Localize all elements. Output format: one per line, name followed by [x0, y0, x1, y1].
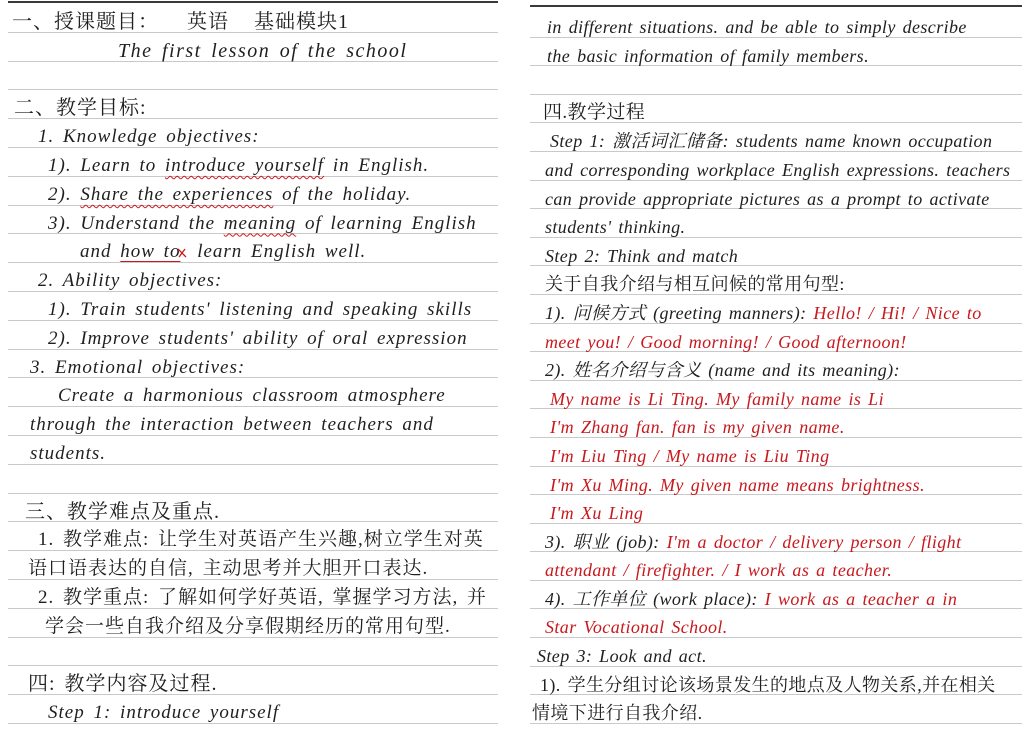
- page-top-edge: [8, 1, 498, 3]
- step-3-text-line: 1). 学生分组讨论该场景发生的地点及人物关系,并在相关: [540, 674, 996, 695]
- ruled-line: [8, 119, 498, 148]
- ruled-line: [530, 324, 1022, 353]
- step-1-text-line: and corresponding workplace English expressions. teachers: [545, 159, 1011, 180]
- patterns-heading: 关于自我介绍与相互问候的常用句型:: [545, 274, 845, 295]
- step-3-heading: Step 3: Look and act.: [537, 646, 707, 667]
- knowledge-item-2-post: of the holiday.: [273, 183, 412, 205]
- ruled-line: [530, 495, 1022, 524]
- red-caret-mark-icon: [177, 247, 187, 259]
- knowledge-item-3-cont-pre: and: [80, 241, 121, 263]
- name-example: I'm Xu Ming. My given name means brightness.: [550, 474, 925, 495]
- ruled-line: [8, 407, 498, 436]
- ruled-line: [530, 152, 1022, 181]
- ruled-line-blank: [8, 62, 498, 91]
- course-module: 基础模块1: [254, 11, 349, 33]
- ruled-line: [530, 438, 1022, 467]
- ruled-line: [8, 234, 498, 263]
- process-heading: 四.教学过程: [543, 101, 646, 123]
- ruled-line: [530, 409, 1022, 438]
- ruled-line: [8, 378, 498, 407]
- ruled-lines: [530, 9, 1022, 724]
- ruled-line-blank: [8, 638, 498, 667]
- ruled-line: [8, 494, 498, 523]
- ruled-line: [8, 263, 498, 292]
- knowledge-item-1-pre: 1). Learn to: [48, 154, 165, 176]
- continued-text-line: in different situations. and be able to simply describe: [547, 17, 967, 37]
- knowledge-item-3-pre: 3). Understand the: [48, 212, 224, 234]
- ruled-line: [8, 666, 498, 695]
- ruled-line: [530, 695, 1022, 724]
- ruled-line: [530, 638, 1022, 667]
- objectives-heading: 二、教学目标:: [14, 97, 147, 120]
- ruled-line: [8, 695, 498, 724]
- step-1-text-line: students name known occupation: [735, 131, 993, 152]
- content-heading: 四: 教学内容及过程.: [28, 673, 218, 696]
- ruled-line-blank: [8, 465, 498, 494]
- right-page: [530, 0, 1022, 730]
- knowledge-item-3-cont-post: learn English well.: [188, 241, 367, 263]
- key-points-line: 学会一些自我介绍及分享假期经历的常用句型.: [45, 615, 451, 637]
- ruled-line: [530, 209, 1022, 238]
- emotional-objectives-heading: 3. Emotional objectives:: [30, 356, 246, 378]
- key-points-line: 2. 教学重点: 了解如何学好英语, 掌握学习方法, 并: [38, 586, 488, 608]
- continued-text-line: the basic information of family members.: [547, 45, 869, 66]
- ability-item-1: 1). Train students' listening and speaking skills: [48, 298, 473, 320]
- ruled-line: [530, 352, 1022, 381]
- left-page: [8, 0, 498, 730]
- ruled-line: [8, 609, 498, 638]
- name-example: I'm Xu Ling: [550, 503, 644, 524]
- knowledge-item-3-post: of learning English: [296, 212, 477, 234]
- course-subject: 英语: [187, 11, 229, 33]
- ruled-line: [530, 38, 1022, 67]
- step-1-text-line: students' thinking.: [545, 217, 686, 238]
- ruled-line: [530, 238, 1022, 267]
- course-title-label: 一、授课题目：: [12, 11, 159, 33]
- knowledge-item-1-marked: introduce yourself: [165, 154, 325, 176]
- knowledge-item-3-marked: meaning: [223, 212, 297, 234]
- job-example: attendant / firefighter. / I work as a teacher.: [545, 560, 893, 581]
- workplace-example: Star Vocational School.: [545, 617, 728, 638]
- emotional-text-line: students.: [30, 442, 107, 464]
- ruled-line: [8, 33, 498, 62]
- ruled-line: [530, 467, 1022, 496]
- key-points-line: 1. 教学难点: 让学生对英语产生兴趣,树立学生对英: [38, 529, 484, 551]
- job-label: 3). 职业 (job):: [545, 531, 667, 552]
- ruled-line: [530, 9, 1022, 38]
- ruled-line: [8, 522, 498, 551]
- ruled-line: [530, 295, 1022, 324]
- greeting-example: meet you! / Good morning! / Good afternoon!: [545, 331, 907, 352]
- ruled-line: [8, 292, 498, 321]
- ruled-line: [530, 181, 1022, 210]
- knowledge-item-1-post: in English.: [324, 154, 430, 176]
- ruled-line: [8, 321, 498, 350]
- ruled-line: [8, 206, 498, 235]
- ruled-line: [530, 581, 1022, 610]
- ruled-line: [530, 524, 1022, 553]
- ruled-line: [8, 90, 498, 119]
- ruled-line: [8, 148, 498, 177]
- workplace-label: 4). 工作单位 (work place):: [545, 588, 765, 609]
- job-example: I'm a doctor / delivery person / flight: [666, 531, 962, 552]
- page-top-edge: [530, 5, 1022, 7]
- knowledge-objectives-heading: 1. Knowledge objectives:: [38, 126, 260, 148]
- step-1-text-line: can provide appropriate pictures as a prompt to activate: [545, 188, 990, 209]
- ruled-lines: [8, 4, 498, 724]
- greeting-label: 1). 问候方式 (greeting manners):: [545, 302, 814, 323]
- name-label: 2). 姓名介绍与含义 (name and its meaning):: [545, 360, 900, 381]
- ability-item-2: 2). Improve students' ability of oral expression: [48, 327, 468, 349]
- knowledge-item-3-cont-marked: how to: [120, 241, 181, 263]
- step-3-text-line: 情境下进行自我介绍.: [532, 703, 703, 724]
- greeting-example: Hello! / Hi! / Nice to: [813, 302, 982, 323]
- ruled-line: [8, 436, 498, 465]
- step-2-heading: Step 2: Think and match: [545, 245, 739, 266]
- ruled-line: [530, 552, 1022, 581]
- ruled-line-blank: [530, 66, 1022, 95]
- ruled-line: [530, 95, 1022, 124]
- emotional-text-line: Create a harmonious classroom atmosphere: [58, 385, 446, 407]
- content-step-1: Step 1: introduce yourself: [48, 702, 280, 724]
- emotional-text-line: through the interaction between teachers and: [30, 414, 434, 436]
- lesson-title: The first lesson of the school: [118, 39, 408, 62]
- step-1-label: Step 1: 激活词汇储备:: [550, 131, 736, 152]
- ruled-line: [530, 609, 1022, 638]
- ruled-line: [8, 177, 498, 206]
- ruled-line: [8, 350, 498, 379]
- ruled-line: [530, 123, 1022, 152]
- ruled-line: [530, 381, 1022, 410]
- ruled-line: [8, 551, 498, 580]
- ruled-line: [8, 580, 498, 609]
- name-example: My name is Li Ting. My family name is Li: [550, 388, 884, 409]
- ruled-line: [530, 667, 1022, 696]
- ruled-line: [8, 4, 498, 33]
- name-example: I'm Liu Ting / My name is Liu Ting: [550, 445, 830, 466]
- name-example: I'm Zhang fan. fan is my given name.: [550, 417, 845, 438]
- knowledge-item-2-pre: 2).: [48, 183, 81, 205]
- workplace-example: I work as a teacher a in: [764, 588, 958, 609]
- key-points-line: 语口语表达的自信, 主动思考并大胆开口表达.: [28, 558, 429, 580]
- knowledge-item-2-marked: Share the experiences: [80, 183, 274, 205]
- ruled-line: [530, 266, 1022, 295]
- ability-objectives-heading: 2. Ability objectives:: [38, 270, 223, 292]
- key-points-heading: 三、教学难点及重点.: [25, 500, 220, 523]
